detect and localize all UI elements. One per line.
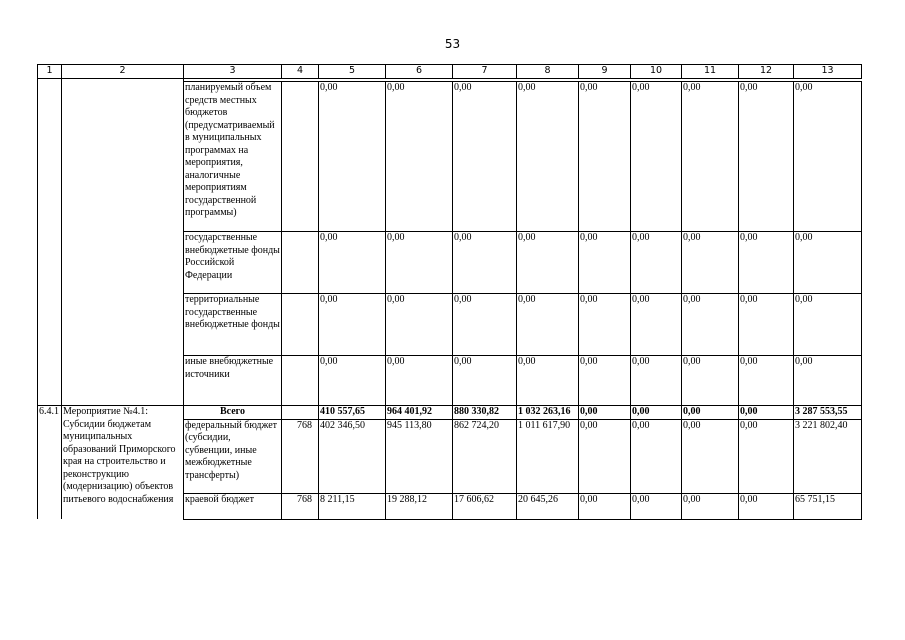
cell-value: 0,00 [579,493,631,519]
measure-title: Мероприятие №4.1: Субсидии бюджетам муниципальных образований Приморского края на строительство и реконструкцию (модернизацию) объектов питьевого водоснабжения [62,406,184,520]
cell-value: 0,00 [631,493,682,519]
column-number-row [38,65,862,79]
cell-value: 3 221 802,40 [794,419,862,493]
cell-value: 0,00 [631,294,682,356]
cell-value: 410 557,65 [319,406,386,420]
cell-value: 19 288,12 [386,493,453,519]
cell-value: 945 113,80 [386,419,453,493]
cell-value: 0,00 [739,493,794,519]
cell-value: 0,00 [739,406,794,420]
cell-value: 17 606,62 [453,493,517,519]
funding-source: территориальные государственные внебюджетные фонды [184,294,282,356]
cell-value: 20 645,26 [517,493,579,519]
cell-code [282,294,319,356]
cell-value: 0,00 [386,294,453,356]
cell-value: 0,00 [319,356,386,406]
table-row [38,232,862,294]
column-header: 3 [184,65,282,79]
cell-value: 0,00 [453,82,517,232]
column-header: 7 [453,65,517,79]
cell-value: 0,00 [794,294,862,356]
cell-value: 862 724,20 [453,419,517,493]
table-row-total [38,406,862,420]
cell-value: 0,00 [319,82,386,232]
cell-value: 964 401,92 [386,406,453,420]
cell-value: 0,00 [517,232,579,294]
cell-value: 0,00 [517,82,579,232]
cell-code [282,356,319,406]
column-header: 4 [282,65,319,79]
cell-value: 0,00 [453,294,517,356]
column-header: 10 [631,65,682,79]
cell-value: 402 346,50 [319,419,386,493]
table-row [38,294,862,356]
funding-source: краевой бюджет [184,493,282,519]
cell-value: 0,00 [682,232,739,294]
cell-code: 768 [282,419,319,493]
cell-value: 0,00 [517,294,579,356]
cell-value: 0,00 [631,406,682,420]
column-header: 8 [517,65,579,79]
cell-value: 0,00 [386,356,453,406]
cell-value: 0,00 [794,82,862,232]
column-header: 11 [682,65,739,79]
table-row [38,356,862,406]
cell-value: 0,00 [739,294,794,356]
funding-source: государственные внебюджетные фонды Российской Федерации [184,232,282,294]
cell-value: 0,00 [386,82,453,232]
cell-empty [38,232,62,294]
cell-value: 0,00 [579,356,631,406]
cell-value: 0,00 [631,356,682,406]
cell-value: 0,00 [579,419,631,493]
cell-value: 0,00 [682,82,739,232]
cell-value: 1 032 263,16 [517,406,579,420]
cell-value: 0,00 [579,82,631,232]
funding-source: планируемый объем средств местных бюджетов (предусматриваемый в муниципальных программах на мероприятия, аналогичные мероприятиям государственной программы) [184,82,282,232]
cell-value: 0,00 [631,232,682,294]
cell-code [282,82,319,232]
cell-value: 0,00 [739,356,794,406]
funding-source-total: Всего [184,406,282,420]
cell-value: 1 011 617,90 [517,419,579,493]
measure-number: 6.4.1 [38,406,62,520]
cell-value: 0,00 [631,82,682,232]
cell-empty [62,294,184,356]
cell-empty [62,232,184,294]
column-header: 1 [38,65,62,79]
cell-value: 0,00 [682,493,739,519]
cell-value: 0,00 [579,294,631,356]
cell-value: 0,00 [579,232,631,294]
column-header: 2 [62,65,184,79]
cell-value: 0,00 [453,356,517,406]
cell-value: 0,00 [682,419,739,493]
cell-value: 65 751,15 [794,493,862,519]
cell-value: 880 330,82 [453,406,517,420]
cell-empty [38,356,62,406]
cell-value: 0,00 [682,356,739,406]
cell-value: 0,00 [739,82,794,232]
page-number: 53 [444,37,461,51]
cell-empty [62,82,184,232]
cell-value: 0,00 [386,232,453,294]
cell-code [282,232,319,294]
column-header: 9 [579,65,631,79]
cell-value: 0,00 [739,419,794,493]
cell-value: 0,00 [682,294,739,356]
cell-code: 768 [282,493,319,519]
cell-value: 8 211,15 [319,493,386,519]
budget-table [37,64,862,520]
cell-value: 0,00 [794,356,862,406]
cell-value: 0,00 [739,232,794,294]
column-header: 13 [794,65,862,79]
cell-value: 0,00 [682,406,739,420]
funding-source: федеральный бюджет (субсидии, субвенции, иные межбюджетные трансферты) [184,419,282,493]
cell-value: 3 287 553,55 [794,406,862,420]
column-header: 12 [739,65,794,79]
cell-empty [38,294,62,356]
table-row [38,82,862,232]
cell-value: 0,00 [794,232,862,294]
column-header: 6 [386,65,453,79]
funding-source: иные внебюджетные источники [184,356,282,406]
cell-empty [62,356,184,406]
cell-code [282,406,319,420]
column-header: 5 [319,65,386,79]
cell-value: 0,00 [579,406,631,420]
cell-value: 0,00 [517,356,579,406]
cell-value: 0,00 [453,232,517,294]
cell-value: 0,00 [319,232,386,294]
cell-value: 0,00 [631,419,682,493]
cell-value: 0,00 [319,294,386,356]
cell-empty [38,82,62,232]
